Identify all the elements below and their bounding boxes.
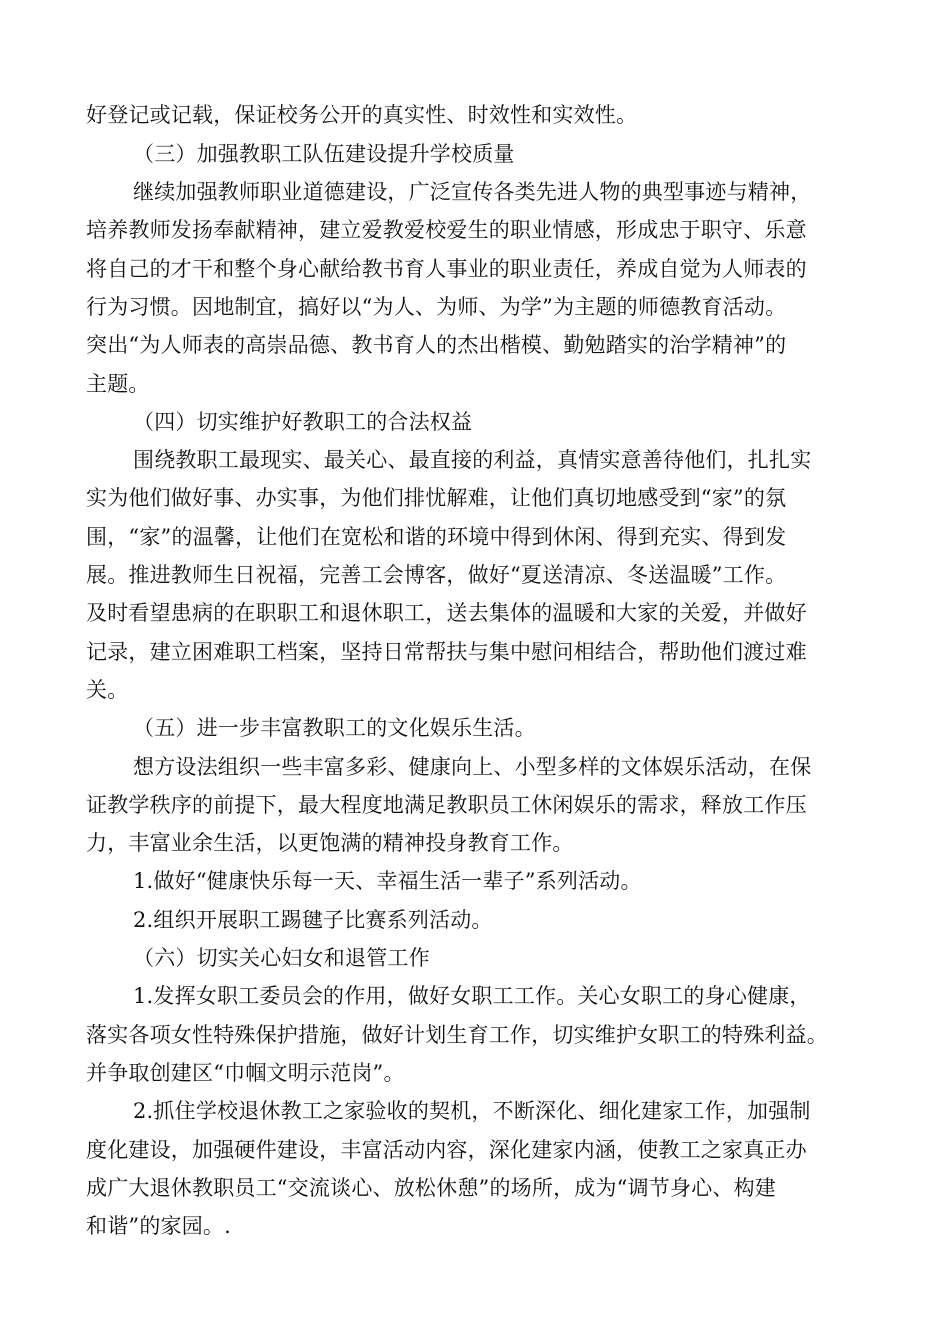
text-line: 和谐”的家园。. — [86, 1214, 232, 1238]
text-line: 围，“家”的温馨，让他们在宽松和谐的环境中得到休闲、得到充实、得到发 — [86, 525, 787, 549]
text-line: 实为他们做好事、办实事，为他们排忧解难，让他们真切地感受到“家”的氛 — [86, 486, 787, 510]
section-heading: （四）切实维护好教职工的合法权益 — [133, 410, 473, 434]
text-line: 及时看望患病的在职职工和退休职工，送去集体的温暖和大家的关爱，并做好 — [86, 601, 807, 625]
text-line: 好登记或记载，保证校务公开的真实性、时效性和实效性。 — [86, 103, 638, 127]
text-line: 并争取创建区“巾帼文明示范岗”。 — [86, 1061, 405, 1085]
text-line: 展。推进教师生日祝福，完善工会博客，做好“夏送清凉、冬送温暖”工作。 — [86, 563, 787, 587]
section-heading: （五）进一步丰富教职工的文化娱乐生活。 — [133, 716, 536, 740]
section-heading: （三）加强教职工队伍建设提升学校质量 — [133, 142, 515, 166]
list-item: 1.发挥女职工委员会的作用，做好女职工工作。关心女职工的身心健康， — [133, 984, 811, 1008]
text-line: 想方设法组织一些丰富多彩、健康向上、小型多样的文体娱乐活动，在保 — [133, 755, 812, 779]
text-line: 证教学秩序的前提下，最大程度地满足教职员工休闲娱乐的需求，释放工作压 — [86, 793, 807, 817]
list-item: 2.组织开展职工踢毽子比赛系列活动。 — [133, 908, 493, 932]
text-line: 落实各项女性特殊保护措施，做好计划生育工作，切实维护女职工的特殊利益。 — [86, 1023, 828, 1047]
text-line: 关。 — [86, 678, 129, 702]
text-line: 围绕教职工最现实、最关心、最直接的利益，真情实意善待他们，扎扎实 — [133, 448, 812, 472]
text-line: 成广大退休教职员工“交流谈心、放松休憩”的场所，成为“调节身心、构建 — [86, 1176, 777, 1200]
text-line: 力，丰富业余生活，以更饱满的精神投身教育工作。 — [86, 831, 574, 855]
text-line: 继续加强教师职业道德建设，广泛宣传各类先进人物的典型事迹与精神， — [133, 180, 812, 204]
text-line: 记录，建立困难职工档案，坚持日常帮扶与集中慰问相结合，帮助他们渡过难 — [86, 640, 807, 664]
text-line: 培养教师发扬奉献精神，建立爱教爱校爱生的职业情感，形成忠于职守、乐意 — [86, 218, 807, 242]
text-line: 行为习惯。因地制宜，搞好以“为人、为师、为学”为主题的师德教育活动。 — [86, 295, 787, 319]
list-item: 2.抓住学校退休教工之家验收的契机，不断深化、细化建家工作，加强制 — [133, 1099, 811, 1123]
text-line: 主题。 — [86, 372, 150, 396]
text-line: 度化建设，加强硬件建设，丰富活动内容，深化建家内涵，使教工之家真正办 — [86, 1138, 807, 1162]
text-line: 突出“为人师表的高崇品德、教书育人的杰出楷模、勤勉踏实的治学精神”的 — [86, 333, 787, 357]
list-item: 1.做好“健康快乐每一天、幸福生活一辈子”系列活动。 — [133, 869, 642, 893]
section-heading: （六）切实关心妇女和退管工作 — [133, 946, 430, 970]
text-line: 将自己的才干和整个身心献给教书育人事业的职业责任，养成自觉为人师表的 — [86, 257, 807, 281]
